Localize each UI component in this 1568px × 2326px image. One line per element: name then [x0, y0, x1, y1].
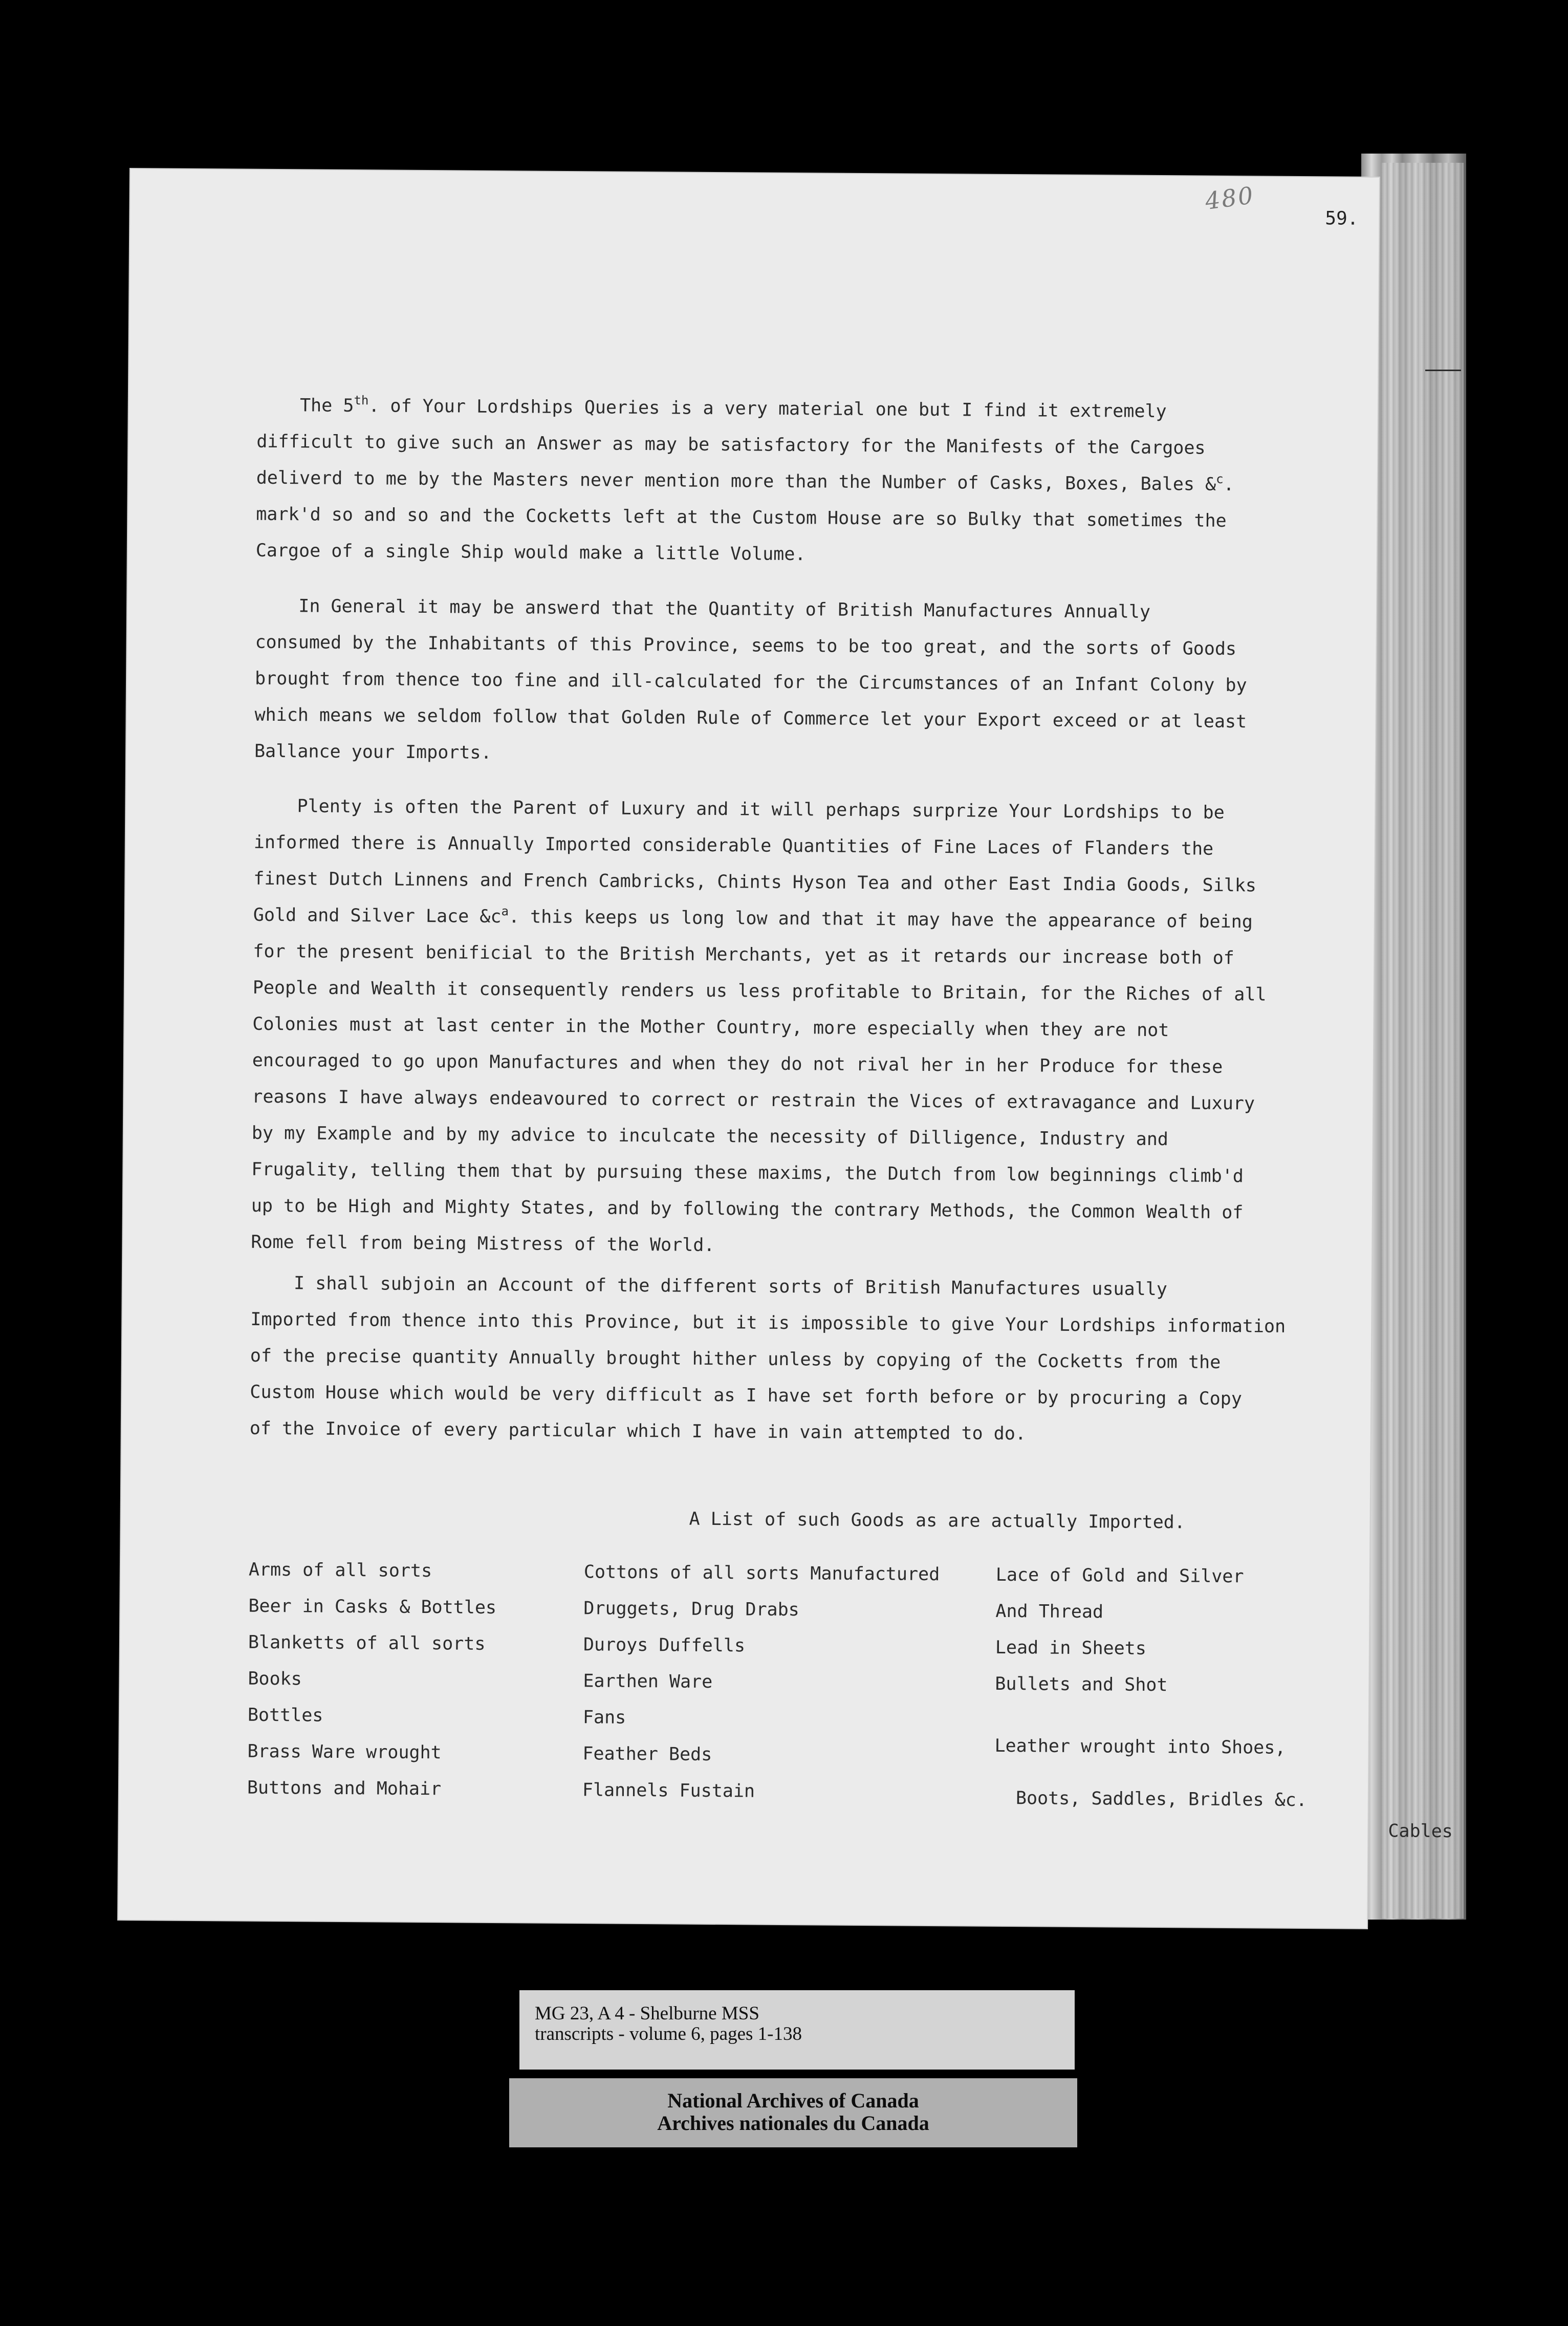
text-line: consumed by the Inhabitants of this Province, seems to be too great, and the sorts of Goods — [255, 632, 1237, 660]
paragraph-1 — [256, 387, 1357, 577]
text-line: encouraged to go upon Manufactures and when they do not rival her in her Produce for these — [252, 1050, 1223, 1078]
archive-credit-label — [509, 2078, 1077, 2147]
archive-line-1: National Archives of Canada — [667, 2089, 919, 2112]
text-segment: Gold and Silver Lace &c — [253, 904, 502, 928]
goods-list-item: Duroys Duffells — [583, 1634, 746, 1656]
goods-list-title: A List of such Goods as are actually Imported. — [689, 1509, 1186, 1533]
goods-list-item: Buttons and Mohair — [247, 1777, 442, 1800]
label-line-2: transcripts - volume 6, pages 1-138 — [535, 2023, 802, 2044]
text-line: Ballance your Imports. — [254, 741, 492, 763]
goods-list-item: Books — [248, 1668, 302, 1690]
goods-list-item: Earthen Ware — [583, 1671, 713, 1693]
goods-list-item: Beer in Casks & Bottles — [248, 1596, 497, 1619]
text-segment: . of Your Lordships Queries is a very material one but I find it extremely — [368, 396, 1167, 422]
text-line: informed there is Annually Imported considerable Quantities of Fine Laces of Flanders the — [253, 832, 1214, 859]
text-line: Plenty is often the Parent of Luxury and it will perhaps surprize Your Lordships to be — [254, 795, 1225, 823]
text-segment: . — [1223, 474, 1234, 496]
goods-list-item: Druggets, Drug Drabs — [583, 1598, 799, 1621]
text-segment: . this keeps us long low and that it may have the appearance of being — [508, 907, 1253, 933]
text-segment: The 5 — [256, 395, 354, 417]
page-stack-layers — [1382, 163, 1464, 1919]
goods-list-item: Blanketts of all sorts — [248, 1632, 486, 1654]
text-line: for the present benificial to the British Merchants, yet as it retards our increase both of — [253, 941, 1234, 969]
text-line: of the Invoice of every particular which I have in vain attempted to do. — [249, 1418, 1027, 1445]
goods-list-item: Brass Ware wrought — [247, 1741, 442, 1763]
goods-list-item: Fans — [582, 1707, 626, 1728]
text-line: difficult to give such an Answer as may be satisfactory for the Manifests of the Cargoes — [256, 431, 1206, 459]
paragraph-4 — [250, 1265, 1351, 1455]
handwritten-folio-number: 480 — [1203, 181, 1256, 216]
goods-list-item: And Thread — [995, 1601, 1104, 1623]
superscript: a — [501, 904, 509, 919]
goods-list-item-wrapped — [994, 1703, 1308, 1811]
goods-list-item: Arms of all sorts — [248, 1559, 432, 1582]
goods-list-item: Lace of Gold and Silver — [995, 1564, 1244, 1587]
stack-tab-line — [1425, 370, 1461, 371]
wrapped-line-2: Boots, Saddles, Bridles &c. — [994, 1787, 1308, 1811]
text-line: Colonies must at last center in the Mother Country, more especially when they are not — [252, 1014, 1169, 1041]
catchword: Cables — [1388, 1821, 1453, 1842]
archive-line-2: Archives nationales du Canada — [657, 2112, 929, 2135]
text-line: Frugality, telling them that by pursuing these maxims, the Dutch from low beginnings climb'd — [251, 1159, 1244, 1187]
microfilm-reference-label — [519, 1990, 1075, 2070]
superscript: c — [1216, 471, 1224, 486]
text-line: In General it may be answerd that the Quantity of British Manufactures Annually — [255, 595, 1151, 622]
text-line: mark'd so and so and the Cocketts left at the Custom House are so Bulky that sometimes the — [256, 504, 1227, 531]
goods-list-item: Bottles — [247, 1705, 323, 1726]
text-line: by my Example and by my advice to inculcate the necessity of Dilligence, Industry and — [251, 1123, 1169, 1150]
text-line: Imported from thence into this Province, but it is impossible to give Your Lordships information — [250, 1309, 1286, 1337]
paragraph-3 — [251, 788, 1354, 1268]
text-line: Cargoe of a single Ship would make a little Volume. — [255, 540, 806, 565]
text-line: finest Dutch Linnens and French Cambricks, Chints Hyson Tea and other East India Goods, Silks — [253, 868, 1257, 896]
goods-list-column-2 — [582, 1554, 940, 1811]
superscript: th — [354, 393, 369, 408]
text-line: Rome fell from being Mistress of the World. — [251, 1232, 715, 1256]
goods-list-item: Bullets and Shot — [995, 1673, 1168, 1696]
text-segment: deliverd to me by the Masters never mention more than the Number of Casks, Boxes, Bales & — [256, 467, 1216, 495]
text-line: brought from thence too fine and ill-calculated for the Circumstances of an Infant Colony by — [254, 668, 1247, 696]
page-number: 59. — [1325, 208, 1359, 229]
paragraph-2 — [254, 588, 1356, 778]
text-line: I shall subjoin an Account of the different sorts of British Manufactures usually — [250, 1273, 1168, 1300]
document-page — [118, 169, 1453, 1928]
label-line-1: MG 23, A 4 - Shelburne MSS — [535, 2003, 759, 2024]
goods-list-item: Flannels Fustain — [582, 1780, 755, 1802]
text-line: reasons I have always endeavoured to correct or restrain the Vices of extravagance and Luxury — [252, 1086, 1255, 1114]
goods-list-item: Lead in Sheets — [995, 1637, 1147, 1659]
text-line: of the precise quantity Annually brought hither unless by copying of the Cocketts from the — [250, 1345, 1221, 1373]
text-line: up to be High and Mighty States, and by following the contrary Methods, the Common Wealth of — [251, 1195, 1244, 1223]
wrapped-line-1: Leather wrought into Shoes, — [994, 1735, 1286, 1758]
goods-list-column-1 — [247, 1552, 497, 1808]
text-line: which means we seldom follow that Golden Rule of Commerce let your Export exceed or at least — [254, 704, 1247, 733]
goods-list-column-3 — [994, 1557, 1308, 1813]
goods-list-item: Feather Beds — [582, 1743, 712, 1765]
text-line: Custom House which would be very difficult as I have set forth before or by procuring a Copy — [250, 1382, 1243, 1410]
text-line: People and Wealth it consequently renders us less profitable to Britain, for the Riches of all — [252, 977, 1267, 1005]
goods-list-item: Cottons of all sorts Manufactured — [583, 1562, 940, 1585]
